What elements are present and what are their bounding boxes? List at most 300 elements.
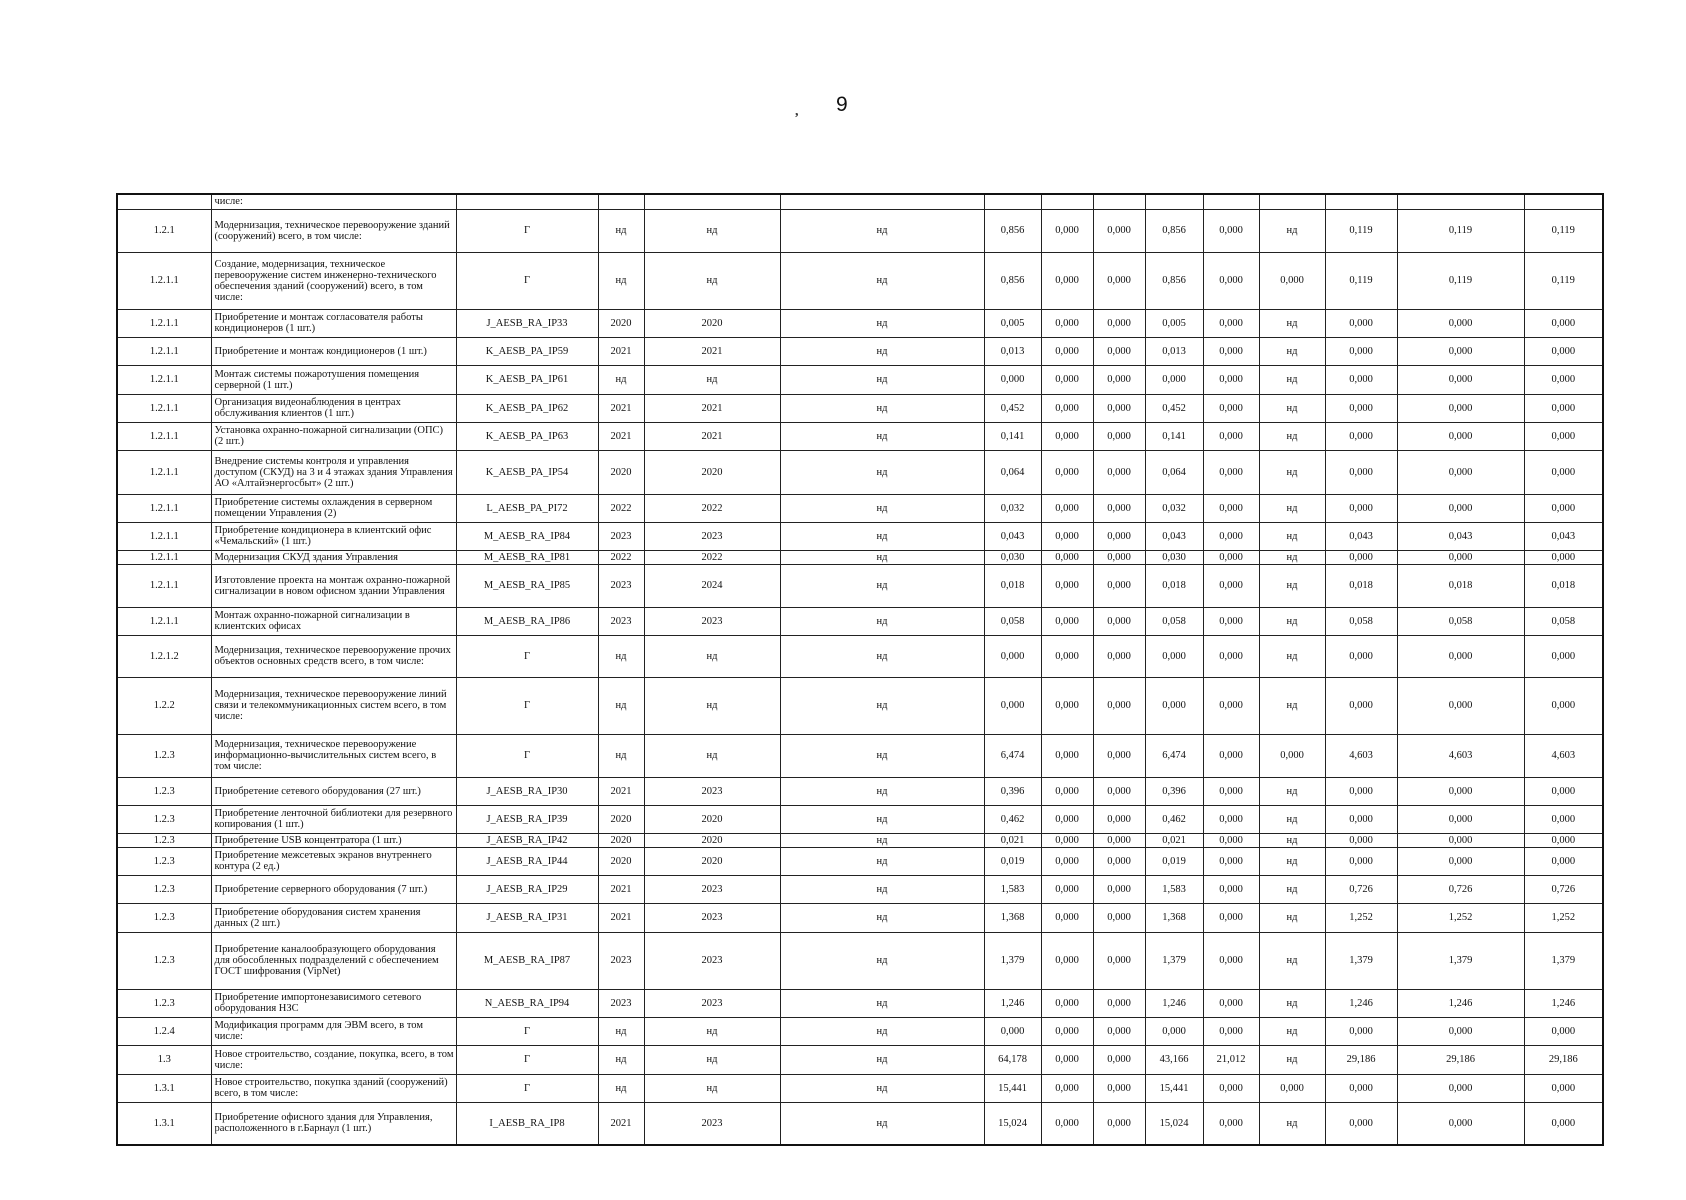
cell-amount: 0,019 xyxy=(984,847,1041,875)
cell-amount: 0,000 xyxy=(1093,494,1145,522)
cell-amount: 0,119 xyxy=(1397,209,1524,252)
cell-code: 1.3.1 xyxy=(117,1074,211,1102)
cell-amount: 0,000 xyxy=(1041,550,1093,564)
cell-amount: 0,000 xyxy=(1041,677,1093,734)
cell-amount: 0,000 xyxy=(1041,394,1093,422)
cell-amount: 0,000 xyxy=(1093,1102,1145,1145)
cell-amount: 0,000 xyxy=(1524,1102,1603,1145)
cell-amount: нд xyxy=(1259,1045,1325,1074)
cell-name: Модернизация, техническое перевооружение прочих объектов основных средств всего, в том числе: xyxy=(211,635,456,677)
cell-amount: 15,024 xyxy=(1145,1102,1203,1145)
cell-amount: 0,000 xyxy=(1203,1102,1259,1145)
cell-amount: 1,252 xyxy=(1325,903,1397,932)
cell-code: 1.2.4 xyxy=(117,1017,211,1045)
cell-year-start: 2022 xyxy=(598,494,644,522)
cell-name: Модернизация, техническое перевооружение линий связи и телекоммуникационных систем всего, в том числе: xyxy=(211,677,456,734)
cell-amount: 0,856 xyxy=(984,252,1041,309)
cell-year-end: 2020 xyxy=(644,309,780,337)
cell-amount: 0,000 xyxy=(1041,875,1093,903)
table-row xyxy=(117,805,1603,833)
cell-amount: 0,000 xyxy=(1397,1102,1524,1145)
cell-amount: 0,058 xyxy=(1524,607,1603,635)
cell-amount: 0,000 xyxy=(1041,522,1093,550)
cell-year-start: нд xyxy=(598,635,644,677)
cell-amount: 0,000 xyxy=(1093,777,1145,805)
cell-code: 1.2.1.1 xyxy=(117,550,211,564)
cell-year-start: 2021 xyxy=(598,394,644,422)
cell-year-end: нд xyxy=(644,635,780,677)
cell-value: нд xyxy=(780,1045,984,1074)
cell-amount: нд xyxy=(1259,522,1325,550)
cell-project-id: J_AESB_RA_IP42 xyxy=(456,833,598,847)
cell-amount: 0,013 xyxy=(1145,337,1203,365)
cell-name: Приобретение серверного оборудования (7 шт.) xyxy=(211,875,456,903)
cell-amount: 1,252 xyxy=(1524,903,1603,932)
cell-code: 1.2.1.1 xyxy=(117,394,211,422)
cell-year-end: нд xyxy=(644,365,780,394)
cell-amount: 0,000 xyxy=(1041,365,1093,394)
cell-value: нд xyxy=(780,677,984,734)
cell-amount: 0,058 xyxy=(1397,607,1524,635)
cell-amount: 0,000 xyxy=(1041,989,1093,1017)
cell-project-id: Г xyxy=(456,209,598,252)
cell-amount: 0,000 xyxy=(1041,903,1093,932)
cell-project-id: K_AESB_PA_IP54 xyxy=(456,450,598,494)
cell-amount: 0,000 xyxy=(1524,805,1603,833)
cell-amount: 0,000 xyxy=(1397,550,1524,564)
cell-project-id: N_AESB_RA_IP94 xyxy=(456,989,598,1017)
cell-value: нд xyxy=(780,494,984,522)
cell-amount: 0,000 xyxy=(1203,1074,1259,1102)
table-row xyxy=(117,677,1603,734)
cell-amount: 0,019 xyxy=(1145,847,1203,875)
cell-amount: 0,000 xyxy=(1093,875,1145,903)
table-row xyxy=(117,903,1603,932)
cell-empty xyxy=(117,194,211,209)
cell-year-start: 2020 xyxy=(598,847,644,875)
cell-year-start: нд xyxy=(598,677,644,734)
cell-amount: 0,000 xyxy=(1093,932,1145,989)
cell-amount: 0,000 xyxy=(1325,677,1397,734)
cell-amount: нд xyxy=(1259,309,1325,337)
table-row xyxy=(117,777,1603,805)
cell-amount: нд xyxy=(1259,989,1325,1017)
cell-amount: 0,043 xyxy=(1325,522,1397,550)
cell-amount: 0,000 xyxy=(1397,1074,1524,1102)
cell-amount: нд xyxy=(1259,635,1325,677)
cell-amount: 0,000 xyxy=(1203,309,1259,337)
cell-amount: 29,186 xyxy=(1325,1045,1397,1074)
cell-year-end: нд xyxy=(644,1017,780,1045)
cell-amount: 0,058 xyxy=(1325,607,1397,635)
cell-name: Внедрение системы контроля и управления доступом (СКУД) на 3 и 4 этажах здания Управления АО «Алтайэнергосбыт» (2 шт.) xyxy=(211,450,456,494)
cell-amount: 0,000 xyxy=(1203,777,1259,805)
table-row xyxy=(117,635,1603,677)
cell-amount: 0,000 xyxy=(1093,635,1145,677)
cell-amount: 0,000 xyxy=(1524,450,1603,494)
cell-amount: 0,021 xyxy=(984,833,1041,847)
cell-amount: 0,000 xyxy=(1524,365,1603,394)
cell-amount: нд xyxy=(1259,903,1325,932)
cell-project-id: J_AESB_RA_IP31 xyxy=(456,903,598,932)
cell-amount: 15,024 xyxy=(984,1102,1041,1145)
cell-project-id: M_AESB_RA_IP87 xyxy=(456,932,598,989)
cell-amount: 0,000 xyxy=(1041,777,1093,805)
cell-value: нд xyxy=(780,734,984,777)
cell-amount: 0,000 xyxy=(1203,903,1259,932)
cell-amount: 0,119 xyxy=(1325,209,1397,252)
cell-amount: 0,064 xyxy=(984,450,1041,494)
page-number: 9 xyxy=(836,93,848,116)
cell-code: 1.3.1 xyxy=(117,1102,211,1145)
cell-amount: 0,000 xyxy=(1093,522,1145,550)
cell-amount: 0,000 xyxy=(1093,394,1145,422)
cell-amount: нд xyxy=(1259,1102,1325,1145)
cell-value: нд xyxy=(780,805,984,833)
cell-amount: 0,000 xyxy=(1145,365,1203,394)
cell-amount: 0,000 xyxy=(1259,252,1325,309)
cell-amount: 0,000 xyxy=(1325,422,1397,450)
cell-code: 1.2.1.1 xyxy=(117,252,211,309)
cell-amount: 0,058 xyxy=(1145,607,1203,635)
cell-amount: 0,000 xyxy=(1524,777,1603,805)
cell-amount: 0,000 xyxy=(1203,522,1259,550)
cell-amount: нд xyxy=(1259,422,1325,450)
cell-amount: 0,452 xyxy=(1145,394,1203,422)
table-body xyxy=(117,194,1603,1145)
cell-amount: 0,000 xyxy=(1093,564,1145,607)
cell-code: 1.2.1 xyxy=(117,209,211,252)
cell-value: нд xyxy=(780,833,984,847)
cell-value: нд xyxy=(780,903,984,932)
table-row xyxy=(117,309,1603,337)
cell-amount: 0,000 xyxy=(1093,252,1145,309)
cell-amount: 0,000 xyxy=(1325,805,1397,833)
table-row xyxy=(117,564,1603,607)
cell-amount: 0,018 xyxy=(984,564,1041,607)
cell-amount: 0,000 xyxy=(1325,847,1397,875)
cell-name-continued: числе: xyxy=(211,194,456,209)
cell-amount: нд xyxy=(1259,932,1325,989)
investment-table xyxy=(116,193,1604,1146)
cell-amount: 0,000 xyxy=(1524,394,1603,422)
cell-amount: 0,005 xyxy=(1145,309,1203,337)
cell-year-end: 2021 xyxy=(644,422,780,450)
cell-code: 1.2.1.1 xyxy=(117,607,211,635)
cell-amount: 0,000 xyxy=(1093,450,1145,494)
cell-code: 1.2.1.1 xyxy=(117,564,211,607)
cell-amount: нд xyxy=(1259,1017,1325,1045)
cell-project-id: M_AESB_RA_IP84 xyxy=(456,522,598,550)
table-row xyxy=(117,734,1603,777)
cell-amount: 0,000 xyxy=(1145,677,1203,734)
cell-amount: 0,000 xyxy=(1041,209,1093,252)
cell-year-start: нд xyxy=(598,209,644,252)
cell-amount: 0,000 xyxy=(1325,550,1397,564)
cell-amount: 0,043 xyxy=(1145,522,1203,550)
cell-amount: 0,000 xyxy=(1203,337,1259,365)
cell-amount: 0,000 xyxy=(1041,635,1093,677)
cell-year-end: 2023 xyxy=(644,903,780,932)
cell-value: нд xyxy=(780,875,984,903)
cell-amount: 0,000 xyxy=(1041,607,1093,635)
cell-name: Приобретение сетевого оборудования (27 шт.) xyxy=(211,777,456,805)
cell-amount: 1,246 xyxy=(984,989,1041,1017)
cell-amount: 0,000 xyxy=(1325,635,1397,677)
cell-amount: 0,000 xyxy=(1203,734,1259,777)
cell-amount: 1,246 xyxy=(1325,989,1397,1017)
cell-year-start: нд xyxy=(598,1017,644,1045)
table-row xyxy=(117,550,1603,564)
cell-amount: 0,000 xyxy=(1093,337,1145,365)
cell-name: Установка охранно-пожарной сигнализации (ОПС) (2 шт.) xyxy=(211,422,456,450)
cell-year-start: нд xyxy=(598,1074,644,1102)
cell-name: Приобретение оборудования систем хранения данных (2 шт.) xyxy=(211,903,456,932)
cell-amount: 0,000 xyxy=(1041,422,1093,450)
cell-year-start: 2023 xyxy=(598,564,644,607)
cell-amount: 0,000 xyxy=(1397,805,1524,833)
cell-project-id: M_AESB_RA_IP85 xyxy=(456,564,598,607)
cell-amount: 0,000 xyxy=(1203,550,1259,564)
cell-value: нд xyxy=(780,777,984,805)
cell-amount: 0,000 xyxy=(1041,1074,1093,1102)
cell-project-id: Г xyxy=(456,734,598,777)
cell-amount: 15,441 xyxy=(984,1074,1041,1102)
table-row xyxy=(117,522,1603,550)
cell-year-start: 2023 xyxy=(598,607,644,635)
cell-amount: 0,000 xyxy=(1041,494,1093,522)
cell-name: Модернизация, техническое перевооружение зданий (сооружений) всего, в том числе: xyxy=(211,209,456,252)
cell-year-start: 2021 xyxy=(598,777,644,805)
cell-project-id: J_AESB_RA_IP44 xyxy=(456,847,598,875)
cell-project-id: K_AESB_PA_IP61 xyxy=(456,365,598,394)
table-row xyxy=(117,1074,1603,1102)
cell-code: 1.2.1.1 xyxy=(117,422,211,450)
cell-year-start: 2020 xyxy=(598,309,644,337)
cell-project-id: K_AESB_PA_IP62 xyxy=(456,394,598,422)
cell-amount: 0,000 xyxy=(1397,635,1524,677)
cell-amount: 0,000 xyxy=(1041,833,1093,847)
cell-amount: 0,000 xyxy=(1203,394,1259,422)
cell-amount: 0,000 xyxy=(1259,734,1325,777)
cell-name: Приобретение каналообразующего оборудования для обособленных подразделений с обеспечением ГОСТ шифрования (VipNet) xyxy=(211,932,456,989)
cell-amount: 0,021 xyxy=(1145,833,1203,847)
cell-name: Приобретение и монтаж кондиционеров (1 шт.) xyxy=(211,337,456,365)
cell-amount: 0,000 xyxy=(1041,450,1093,494)
cell-project-id: M_AESB_RA_IP86 xyxy=(456,607,598,635)
cell-amount: 0,000 xyxy=(1325,777,1397,805)
cell-amount: нд xyxy=(1259,875,1325,903)
cell-name: Приобретение кондиционера в клиентский офис «Чемальский» (1 шт.) xyxy=(211,522,456,550)
cell-code: 1.2.3 xyxy=(117,932,211,989)
cell-name: Создание, модернизация, техническое перевооружение систем инженерно-технического обеспечения зданий (сооружений) всего, в том числе: xyxy=(211,252,456,309)
cell-name: Приобретение системы охлаждения в серверном помещении Управления (2) xyxy=(211,494,456,522)
cell-amount: 0,000 xyxy=(1093,309,1145,337)
cell-amount: 0,000 xyxy=(1397,777,1524,805)
cell-amount: нд xyxy=(1259,337,1325,365)
cell-project-id: L_AESB_PA_PI72 xyxy=(456,494,598,522)
cell-name: Новое строительство, покупка зданий (сооружений) всего, в том числе: xyxy=(211,1074,456,1102)
cell-amount: 0,141 xyxy=(984,422,1041,450)
table-row xyxy=(117,422,1603,450)
cell-amount: 0,043 xyxy=(984,522,1041,550)
cell-value: нд xyxy=(780,550,984,564)
cell-year-end: нд xyxy=(644,1045,780,1074)
cell-year-start: 2023 xyxy=(598,989,644,1017)
cell-name: Организация видеонаблюдения в центрах обслуживания клиентов (1 шт.) xyxy=(211,394,456,422)
cell-code: 1.2.1.2 xyxy=(117,635,211,677)
cell-year-start: нд xyxy=(598,365,644,394)
cell-code: 1.2.1.1 xyxy=(117,309,211,337)
cell-year-end: нд xyxy=(644,677,780,734)
cell-amount: 1,379 xyxy=(1397,932,1524,989)
cell-amount: 0,000 xyxy=(1524,337,1603,365)
cell-year-end: 2023 xyxy=(644,1102,780,1145)
cell-value: нд xyxy=(780,635,984,677)
cell-amount: 0,000 xyxy=(1203,209,1259,252)
cell-amount: 0,000 xyxy=(1203,450,1259,494)
cell-value: нд xyxy=(780,607,984,635)
cell-amount: 0,000 xyxy=(1041,805,1093,833)
cell-year-end: 2024 xyxy=(644,564,780,607)
cell-amount: 0,043 xyxy=(1397,522,1524,550)
cell-name: Изготовление проекта на монтаж охранно-пожарной сигнализации в новом офисном здании Управления xyxy=(211,564,456,607)
cell-code: 1.2.1.1 xyxy=(117,337,211,365)
table-row xyxy=(117,252,1603,309)
cell-year-end: 2021 xyxy=(644,394,780,422)
cell-amount: 0,000 xyxy=(984,635,1041,677)
cell-amount: 0,119 xyxy=(1524,252,1603,309)
cell-amount: 0,000 xyxy=(984,677,1041,734)
cell-amount: 0,000 xyxy=(1203,365,1259,394)
cell-amount: 0,000 xyxy=(1093,365,1145,394)
cell-amount: 0,726 xyxy=(1397,875,1524,903)
cell-year-end: 2022 xyxy=(644,550,780,564)
cell-amount: 0,000 xyxy=(1145,1017,1203,1045)
cell-amount: 0,000 xyxy=(1524,1017,1603,1045)
cell-project-id: Г xyxy=(456,1017,598,1045)
cell-amount: 0,000 xyxy=(1093,833,1145,847)
table-row xyxy=(117,1045,1603,1074)
cell-amount: 1,583 xyxy=(1145,875,1203,903)
cell-year-end: 2020 xyxy=(644,805,780,833)
cell-project-id: Г xyxy=(456,1045,598,1074)
cell-value: нд xyxy=(780,450,984,494)
table-row xyxy=(117,365,1603,394)
cell-amount: 0,030 xyxy=(984,550,1041,564)
cell-amount: 0,000 xyxy=(1203,1017,1259,1045)
cell-code: 1.2.3 xyxy=(117,734,211,777)
cell-code: 1.3 xyxy=(117,1045,211,1074)
cell-amount: нд xyxy=(1259,777,1325,805)
cell-value: нд xyxy=(780,209,984,252)
cell-amount: 0,064 xyxy=(1145,450,1203,494)
cell-amount: 0,000 xyxy=(1397,422,1524,450)
cell-year-end: 2023 xyxy=(644,607,780,635)
cell-amount: 0,018 xyxy=(1397,564,1524,607)
cell-name: Модификация программ для ЭВМ всего, в том числе: xyxy=(211,1017,456,1045)
cell-value: нд xyxy=(780,337,984,365)
cell-amount: 0,000 xyxy=(1325,1017,1397,1045)
cell-amount: 0,000 xyxy=(1325,1074,1397,1102)
cell-code: 1.2.2 xyxy=(117,677,211,734)
cell-name: Монтаж системы пожаротушения помещения серверной (1 шт.) xyxy=(211,365,456,394)
cell-year-end: 2023 xyxy=(644,522,780,550)
cell-amount: 64,178 xyxy=(984,1045,1041,1074)
cell-amount: 6,474 xyxy=(984,734,1041,777)
cell-amount: 1,246 xyxy=(1397,989,1524,1017)
cell-year-start: 2022 xyxy=(598,550,644,564)
cell-amount: 0,462 xyxy=(984,805,1041,833)
cell-code: 1.2.1.1 xyxy=(117,365,211,394)
cell-amount: 0,856 xyxy=(1145,209,1203,252)
cell-year-start: 2021 xyxy=(598,875,644,903)
cell-amount: 0,000 xyxy=(984,365,1041,394)
table-row xyxy=(117,989,1603,1017)
cell-year-end: 2020 xyxy=(644,833,780,847)
cell-year-start: нд xyxy=(598,252,644,309)
cell-name: Приобретение и монтаж согласователя работы кондиционеров (1 шт.) xyxy=(211,309,456,337)
cell-amount: нд xyxy=(1259,607,1325,635)
cell-amount: 1,379 xyxy=(984,932,1041,989)
cell-amount: 0,000 xyxy=(1041,932,1093,989)
cell-amount: 0,000 xyxy=(1203,635,1259,677)
cell-value: нд xyxy=(780,1074,984,1102)
cell-amount: 0,000 xyxy=(1397,847,1524,875)
cell-amount: 0,000 xyxy=(1093,903,1145,932)
cell-amount: 0,000 xyxy=(1325,450,1397,494)
cell-amount: 0,000 xyxy=(1524,847,1603,875)
cell-amount: 1,368 xyxy=(984,903,1041,932)
cell-name: Приобретение межсетевых экранов внутреннего контура (2 ед.) xyxy=(211,847,456,875)
cell-value: нд xyxy=(780,309,984,337)
cell-year-start: 2020 xyxy=(598,450,644,494)
cell-amount: нд xyxy=(1259,209,1325,252)
cell-amount: 0,462 xyxy=(1145,805,1203,833)
cell-amount: нд xyxy=(1259,805,1325,833)
cell-amount: 0,000 xyxy=(1041,1017,1093,1045)
cell-amount: 0,000 xyxy=(1524,833,1603,847)
cell-amount: 0,000 xyxy=(1397,833,1524,847)
cell-amount: 0,000 xyxy=(1093,734,1145,777)
cell-amount: 0,000 xyxy=(1093,1045,1145,1074)
table-row xyxy=(117,1017,1603,1045)
page-mark: , xyxy=(795,104,799,119)
cell-project-id: K_AESB_PA_IP59 xyxy=(456,337,598,365)
cell-amount: 0,032 xyxy=(1145,494,1203,522)
cell-amount: 0,119 xyxy=(1524,209,1603,252)
cell-amount: 0,043 xyxy=(1524,522,1603,550)
cell-amount: 1,368 xyxy=(1145,903,1203,932)
cell-amount: 0,000 xyxy=(1325,494,1397,522)
cell-amount: 1,246 xyxy=(1145,989,1203,1017)
cell-amount: 0,000 xyxy=(1041,1102,1093,1145)
cell-amount: 0,396 xyxy=(1145,777,1203,805)
cell-amount: 0,000 xyxy=(1145,635,1203,677)
cell-value: нд xyxy=(780,989,984,1017)
cell-amount: 0,000 xyxy=(1041,564,1093,607)
cell-amount: 0,000 xyxy=(1325,337,1397,365)
cell-amount: 0,000 xyxy=(1524,494,1603,522)
table-row xyxy=(117,607,1603,635)
cell-amount: 15,441 xyxy=(1145,1074,1203,1102)
cell-amount: 0,000 xyxy=(1397,394,1524,422)
cell-year-end: нд xyxy=(644,252,780,309)
cell-year-start: 2021 xyxy=(598,903,644,932)
cell-year-start: 2021 xyxy=(598,1102,644,1145)
cell-name: Приобретение USB концентратора (1 шт.) xyxy=(211,833,456,847)
cell-year-start: 2020 xyxy=(598,833,644,847)
